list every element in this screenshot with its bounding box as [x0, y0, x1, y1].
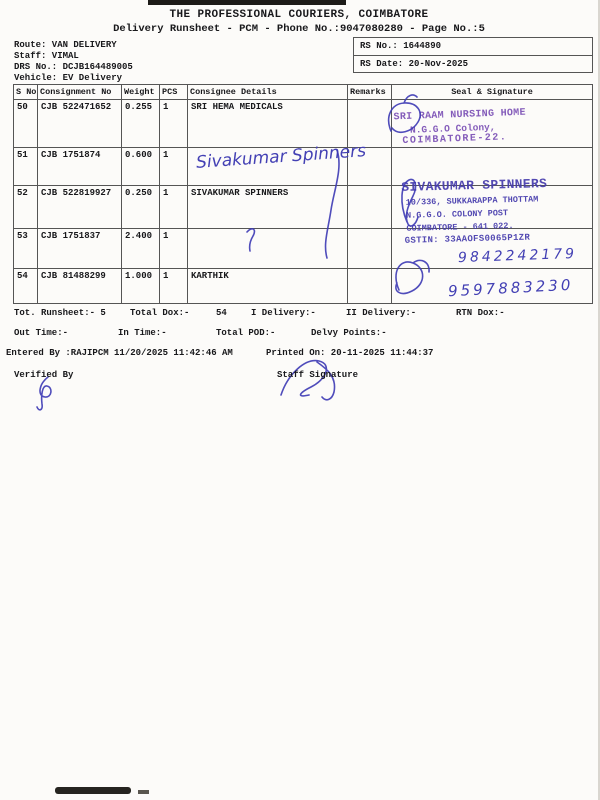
out-time: Out Time:- [14, 328, 69, 338]
printed-on: Printed On: 20-11-2025 11:44:37 [266, 348, 434, 358]
drs-line: DRS No.: DCJB164489005 [14, 62, 133, 72]
consignment-cell: CJB 1751837 [38, 229, 122, 269]
weight-cell: 0.600 [122, 148, 160, 186]
company-title: THE PROFESSIONAL COURIERS, COIMBATORE [169, 9, 429, 21]
rs-info-box [353, 37, 593, 73]
weight-cell: 0.250 [122, 186, 160, 229]
rs-no: RS No.: 1644890 [360, 41, 442, 51]
stamp-spinners-line4: COIMBATORE - 641 022. [406, 220, 514, 234]
remarks-cell [348, 269, 392, 304]
rs-date: RS Date: 20-Nov-2025 [354, 55, 592, 72]
sno-cell: 52 [14, 186, 38, 229]
weight-cell: 0.255 [122, 100, 160, 148]
sno-cell: 54 [14, 269, 38, 304]
stamp-spinners-line3: N.G.G.O. COLONY POST [405, 208, 509, 221]
header-weight: Weight [122, 85, 160, 100]
consignee-cell: SRI HEMA MEDICALS [188, 100, 348, 148]
stamp-spinners-line2: 10/336, SUKKARAPPA THOTTAM [405, 194, 539, 209]
stamp-nursing-home-line2: N.G.G.O Colony, [409, 121, 496, 136]
staff-signature-scribble [281, 361, 335, 400]
stamp-nursing-home-line3: COIMBATORE-22. [402, 132, 508, 148]
weight-cell: 1.000 [122, 269, 160, 304]
consignee-cell [188, 229, 348, 269]
total-dox-value: 54 [216, 308, 227, 318]
rtn-dox: RTN Dox:- [456, 308, 505, 318]
consignment-cell: CJB 522819927 [38, 186, 122, 229]
pcs-cell: 1 [160, 100, 188, 148]
ii-delivery: II Delivery:- [346, 308, 417, 318]
handwritten-phone-1: 9842242179 [457, 245, 578, 267]
entered-by: Entered By :RAJIPCM 11/20/2025 11:42:46 AM [6, 348, 233, 358]
scan-artifact-bottom [55, 787, 131, 794]
stamp-nursing-home [393, 108, 527, 149]
total-dox-label: Total Dox:- [130, 308, 190, 318]
pcs-cell: 1 [160, 186, 188, 229]
stamp-spinners-line1: SIVAKUMAR SPINNERS [401, 176, 548, 195]
table-header-row [14, 85, 593, 100]
sno-cell: 53 [14, 229, 38, 269]
scan-artifact-top [148, 0, 346, 5]
consignee-cell: KARTHIK [188, 269, 348, 304]
header-remarks: Remarks [348, 85, 392, 100]
header-consignee: Consignee Details [188, 85, 348, 100]
verified-by-label: Verified By [14, 370, 74, 380]
route-line: Route: VAN DELIVERY [14, 40, 117, 50]
remarks-cell [348, 186, 392, 229]
weight-cell: 2.400 [122, 229, 160, 269]
verified-by-signature [37, 377, 51, 410]
sno-cell: 51 [14, 148, 38, 186]
staff-signature-label: Staff Signature [277, 370, 359, 380]
scan-artifact-bottom-2 [138, 790, 149, 794]
stamp-spinners-line5: GSTIN: 33AAOFS0065P1ZR [404, 232, 531, 246]
header-sno: S No [14, 85, 38, 100]
in-time: In Time:- [118, 328, 167, 338]
staff-line: Staff: VIMAL [14, 51, 79, 61]
stamp-sivakumar-spinners [401, 176, 549, 247]
pcs-cell: 1 [160, 269, 188, 304]
consignment-cell: CJB 1751874 [38, 148, 122, 186]
total-pod: Total POD:- [216, 328, 276, 338]
consignment-cell: CJB 522471652 [38, 100, 122, 148]
sno-cell: 50 [14, 100, 38, 148]
consignee-cell: SIVAKUMAR SPINNERS [188, 186, 348, 229]
header-pcs: PCS [160, 85, 188, 100]
tot-runsheet: Tot. Runsheet:- 5 [14, 308, 106, 318]
header-seal: Seal & Signature [392, 85, 593, 100]
pcs-cell: 1 [160, 148, 188, 186]
i-delivery: I Delivery:- [251, 308, 316, 318]
remarks-cell [348, 100, 392, 148]
stamp-nursing-home-line1: SRI RAAM NURSING HOME [393, 107, 527, 124]
remarks-cell [348, 229, 392, 269]
handwritten-phone-2: 9597883230 [447, 275, 574, 301]
runsheet-subtitle: Delivery Runsheet - PCM - Phone No.:9047080280 - Page No.:5 [113, 23, 485, 35]
header-consignment: Consignment No [38, 85, 122, 100]
handwritten-consignee-scrawl: Sivakumar Spinners [195, 141, 367, 173]
pcs-cell: 1 [160, 229, 188, 269]
consignment-cell: CJB 81488299 [38, 269, 122, 304]
delvy-points: Delvy Points:- [311, 328, 387, 338]
vehicle-line: Vehicle: EV Delivery [14, 73, 123, 83]
